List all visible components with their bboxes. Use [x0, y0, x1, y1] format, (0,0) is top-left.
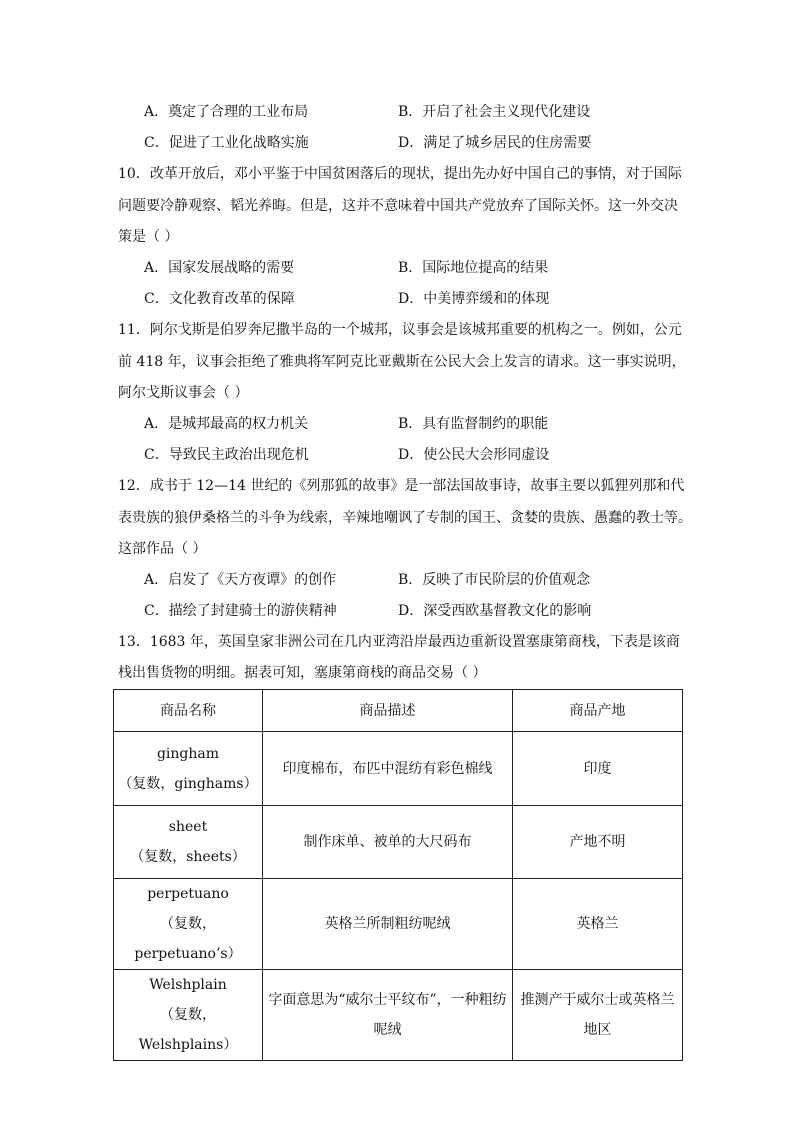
header-description: 商品描述 — [263, 690, 513, 732]
goods-plural: （复数，perpetuano’s） — [134, 916, 242, 962]
q10-options-row-2 — [144, 289, 704, 309]
q11-option-c[interactable]: C．导致民主政治出现危机 — [144, 447, 309, 463]
q12-option-d[interactable]: D．深受西欧基督教文化的影响 — [398, 603, 592, 619]
q10-options-row-1 — [144, 258, 704, 278]
cell-name — [114, 970, 263, 1061]
q13-stem-line-1: 13．1683 年，英国皇家非洲公司在几内亚湾沿岸最西边重新设置塞康第商栈，下表是该商 — [118, 634, 680, 650]
q10-stem-line-1: 10．改革开放后，邓小平鉴于中国贫困落后的现状，提出先办好中国自己的事情，对于国际 — [118, 166, 682, 182]
cell-name — [114, 732, 263, 806]
q11-stem-line-2: 前 418 年，议事会拒绝了雅典将军阿克比亚戴斯在公民大会上发言的请求。这一事实说明， — [118, 354, 686, 370]
table-header-row — [114, 690, 683, 732]
goods-name: gingham — [156, 745, 220, 762]
q9-option-a[interactable]: A．奠定了合理的工业布局 — [144, 104, 309, 120]
cell-origin: 产地不明 — [513, 806, 683, 879]
q12-options-row-2 — [144, 601, 704, 621]
cell-origin: 推测产于威尔士或英格兰地区 — [513, 970, 683, 1061]
goods-name: sheet — [168, 819, 208, 835]
header-origin: 商品产地 — [513, 690, 683, 732]
q10-stem-line-3: 策是（ ） — [118, 229, 179, 245]
q12-stem-line-2: 表贵族的狼伊桑格兰的斗争为线索，辛辣地嘲讽了专制的国王、贪婪的贵族、愚蠢的教士等。 — [118, 510, 692, 526]
table-row — [114, 732, 683, 806]
q10-option-a[interactable]: A．国家发展战略的需要 — [144, 260, 295, 276]
q11-options-row-1 — [144, 414, 704, 434]
q11-option-b[interactable]: B．具有监督制约的职能 — [398, 416, 549, 432]
q10-option-b[interactable]: B．国际地位提高的结果 — [398, 260, 549, 276]
q12-option-b[interactable]: B．反映了市民阶层的价值观念 — [398, 572, 591, 588]
table-row — [114, 806, 683, 879]
cell-origin: 英格兰 — [513, 879, 683, 970]
table-row — [114, 970, 683, 1061]
header-name: 商品名称 — [114, 690, 263, 732]
cell-description: 印度棉布，布匹中混纺有彩色棉线 — [263, 732, 513, 806]
q12-option-c[interactable]: C．描绘了封建骑士的游侠精神 — [144, 603, 337, 619]
cell-description: 制作床单、被单的大尺码布 — [263, 806, 513, 879]
goods-plural: （复数，sheets） — [130, 849, 246, 865]
q9-option-b[interactable]: B．开启了社会主义现代化建设 — [398, 104, 591, 120]
goods-table — [113, 689, 683, 1061]
q11-stem-line-3: 阿尔戈斯议事会（ ） — [118, 385, 249, 401]
q11-option-a[interactable]: A．是城邦最高的权力机关 — [144, 416, 309, 432]
goods-name: perpetuano — [147, 886, 229, 902]
q9-options-row-1 — [144, 102, 704, 122]
goods-plural: （复数，ginghams） — [118, 775, 258, 792]
q12-stem-line-1: 12．成书于 12—14 世纪的《列那狐的故事》是一部法国故事诗，故事主要以狐狸列那和代 — [118, 478, 685, 494]
cell-description: 英格兰所制粗纺呢绒 — [263, 879, 513, 970]
cell-name — [114, 879, 263, 970]
q11-options-row-2 — [144, 445, 704, 465]
q12-option-a[interactable]: A．启发了《天方夜谭》的创作 — [144, 572, 337, 588]
goods-name: Welshplain — [149, 977, 227, 993]
q9-option-d[interactable]: D．满足了城乡居民的住房需要 — [398, 135, 592, 151]
q12-options-row-1 — [144, 570, 704, 590]
q10-stem-line-2: 问题要冷静观察、韬光养晦。但是，这并不意味着中国共产党放弃了国际关怀。这一外交决 — [118, 198, 678, 214]
table-row — [114, 879, 683, 970]
q11-stem-line-1: 11．阿尔戈斯是伯罗奔尼撒半岛的一个城邦，议事会是该城邦重要的机构之一。例如，公元 — [118, 322, 682, 338]
q9-option-c[interactable]: C．促进了工业化战略实施 — [144, 135, 309, 151]
goods-plural: （复数，Welshplains） — [138, 1007, 238, 1053]
cell-origin: 印度 — [513, 732, 683, 806]
q12-stem-line-3: 这部作品（ ） — [118, 541, 207, 557]
cell-name — [114, 806, 263, 879]
q10-option-d[interactable]: D．中美博弈缓和的体现 — [398, 291, 550, 307]
q13-stem-line-2: 栈出售货物的明细。据表可知，塞康第商栈的商品交易（ ） — [118, 665, 487, 681]
cell-description: 字面意思为“威尔士平纹布”，一种粗纺呢绒 — [263, 970, 513, 1061]
q11-option-d[interactable]: D．使公民大会形同虚设 — [398, 447, 550, 463]
q10-option-c[interactable]: C．文化教育改革的保障 — [144, 291, 295, 307]
q9-options-row-2 — [144, 133, 704, 153]
